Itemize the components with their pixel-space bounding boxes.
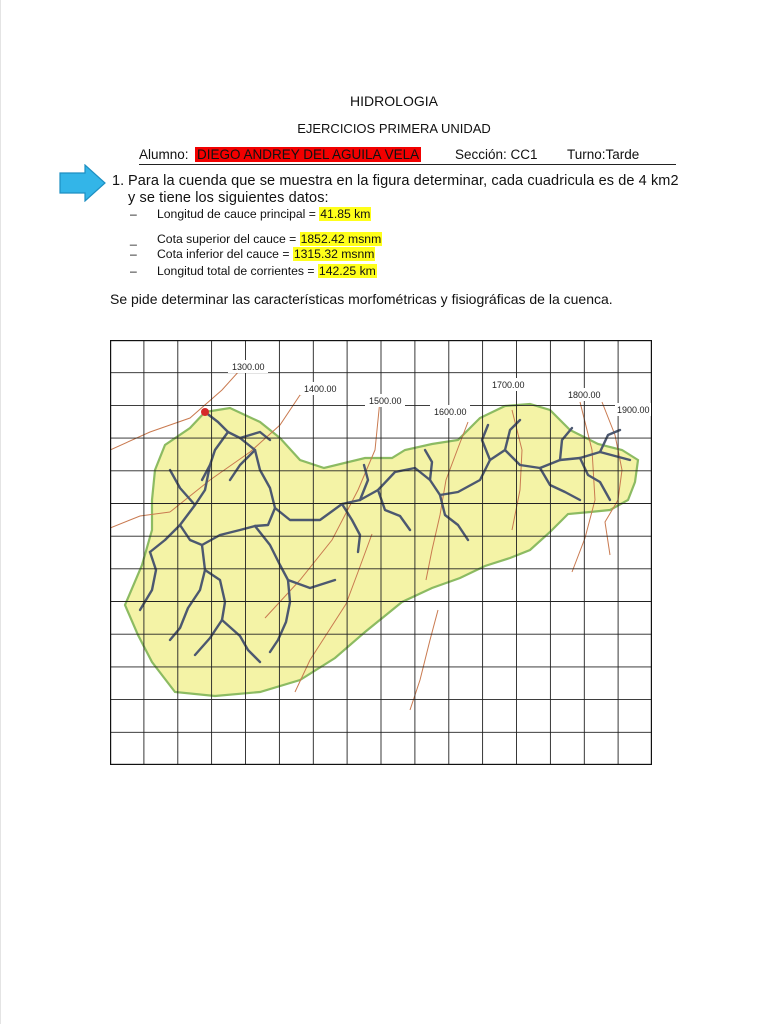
document-subtitle: EJERCICIOS PRIMERA UNIDAD (297, 121, 491, 136)
question-text: Para la cuenda que se muestra en la figura determinar, cada cuadricula es de 4 km2 y se tiene los siguientes datos: (128, 173, 679, 206)
data-label: Longitud total de corrientes = (157, 264, 318, 278)
data-value: 142.25 km (318, 264, 376, 278)
data-item (130, 232, 382, 246)
contour-label: 1700.00 (492, 380, 525, 390)
contour-labels (228, 360, 651, 418)
list-dash: – (130, 247, 137, 261)
contour-label: 1400.00 (304, 384, 337, 394)
contour-label: 1600.00 (434, 407, 467, 417)
outlet-point (201, 408, 209, 416)
data-label: Cota inferior del cauce = (157, 247, 293, 261)
page-edge (0, 0, 1, 1024)
data-value: 1852.42 msnm (300, 232, 382, 246)
data-value: 1315.32 msnm (293, 247, 375, 261)
contour-label: 1300.00 (232, 362, 265, 372)
student-label: Alumno: (139, 147, 189, 162)
data-label: Cota superior del cauce = (157, 232, 300, 246)
arrow-right-icon (59, 164, 107, 202)
contour-label: 1800.00 (568, 390, 601, 400)
contour-label: 1900.00 (617, 405, 650, 415)
basin-map (110, 340, 652, 765)
document-title: HIDROLOGIA (350, 93, 438, 109)
request-text: Se pide determinar las características morfométricas y fisiográficas de la cuenca. (110, 291, 613, 307)
data-item (130, 207, 371, 221)
list-dash: _ (130, 232, 137, 246)
data-value: 41.85 km (320, 207, 371, 221)
list-dash: – (130, 207, 137, 221)
section-label: Sección: CC1 (455, 147, 538, 162)
data-label: Longitud de cauce principal = (157, 207, 320, 221)
question-number: 1. (112, 173, 125, 189)
list-dash: – (130, 264, 137, 278)
data-item (130, 264, 377, 278)
contour-line (410, 610, 438, 710)
shift-label: Turno:Tarde (567, 147, 640, 162)
student-name: DIEGO ANDREY DEL AGUILA VELA (197, 147, 420, 162)
data-item (130, 247, 375, 261)
contour-label: 1500.00 (369, 396, 402, 406)
student-row (139, 147, 676, 165)
